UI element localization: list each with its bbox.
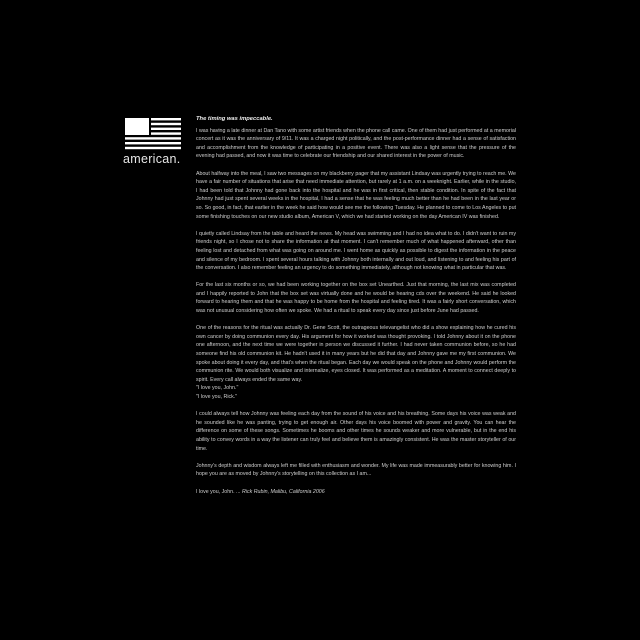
paragraph-6: I could always tell how Johnny was feeling each day from the sound of his voice and his breathing. Some days his voice was weak and he sounded like he was panting, trying to get enough air. Other days his voice boomed with power and gravity. You can hear the difference on some of these songs. Sometimes he booms and other times he sounds weaker and more vulnerable, but in the end his ability to convey words in a way the listener can truly feel and believe them is amazingly consistent. He was the master storyteller of our time. [196,411,516,452]
paragraph-2: About halfway into the meal, I saw two messages on my blackberry pager that my assistant Lindsay was urgently trying to reach me. We have a fair number of situations that arise that need immediate attention, but rarely at 1 a.m. on a weeknight. Earlier, while in the studio, I had been told that Johnny had gone back into the hospital and he was in first critical, then stable condition. In spite of the fact that Johnny had just spent several weeks in the hospital, I had a sense that he was feeling much better than he had been in the last year or so. So good, in fact, that earlier in the week he said how would see me the following Tuesday. He planned to come to Los Angeles to put some finishing touches on our new studio album, American V, which we had started working on the day American IV was finished. [196,170,516,220]
paragraph-3: I quietly called Lindsay from the table and heard the news. My head was swimming and I had no idea what to do. I didn't want to ruin my friends night, so I chose not to share the information at that moment. I can't remember much of what happened afterward, other than feeling lost and detached from what was going on around me. I went home as quickly as possible to digest the information in the peace and silence of my bedroom. I spent several hours talking with Johnny both internally and out loud, and listening to and feeling his part of the conversation. I also remember feeling an urgency to do something immediately, although not knowing what in particular that was. [196,230,516,272]
paragraph-5: One of the reasons for the ritual was actually Dr. Gene Scott, the outrageous televangelist who did a show explaining how he cured his own cancer by doing communion every day. His argument for how it worked was thought provoking. I told Johnny about it on the phone one afternoon, and the next time we were together in person we discussed it further. I had never taken communion before, so he had someone find his old communion kit. He hadn't used it in many years but he did that day and Johnny gave me my first communion. We spoke about doing it every day, and that's when the ritual began. Each day we would speak on the phone and Johnny would perform the communion rite. We would both visualize and internalize, eyes closed. It was performed as a meditation. A moment to connect deeply to spirit. Every call always ended the same way. [196,325,516,383]
signature-name: Rick Rubin, Malibu, California 2006 [241,488,325,495]
paragraph-4: For the last six months or so, we had been working together on the box set Unearthed. Just that morning, the last mix was completed and I happily reported to John that the box set was virtually done and he would be hearing cds over the weekend. He said he looked forward to hearing them and that he was happy to be home from the hospital and feeling tired. It was a fairly short conversation, which was not unusual considering how often we spoke. We had a ritual to speak every day since just before June had passed. [196,282,516,315]
quote-rick: "I love you, Rick." [196,394,238,400]
headline: The timing was impeccable. [196,116,273,122]
signature-line [196,488,516,497]
logo-wordmark: american. [123,152,181,166]
liner-notes-text [196,115,516,496]
paragraph-5-block [196,324,516,401]
american-recordings-logo [123,118,183,166]
paragraph-7: Johnny's depth and wisdom always left me filled with enthusiasm and wonder. My life was made immeasurably better for knowing him. I hope you are as moved by Johnny's storytelling on this collection as I am... [196,462,516,478]
flag-stripes-icon [125,118,181,150]
paragraph-1: I was having a late dinner at Dan Tanо with some artist friends when the phone call came. One of them had just performed at a memorial concert as it was the anniversary of 9/11. It was a charged night politically, and the post-performance dinner had a sense of satisfaction and accomplishment from the knowledge of participating in a positive event. There was also a light sense that the pressure of the evening had passed, and now it was time to celebrate our friendship and our shared interest in the power of music. [196,127,516,160]
quote-john: "I love you, John." [196,385,239,392]
signature-text: I love you, John. ... [196,488,241,495]
